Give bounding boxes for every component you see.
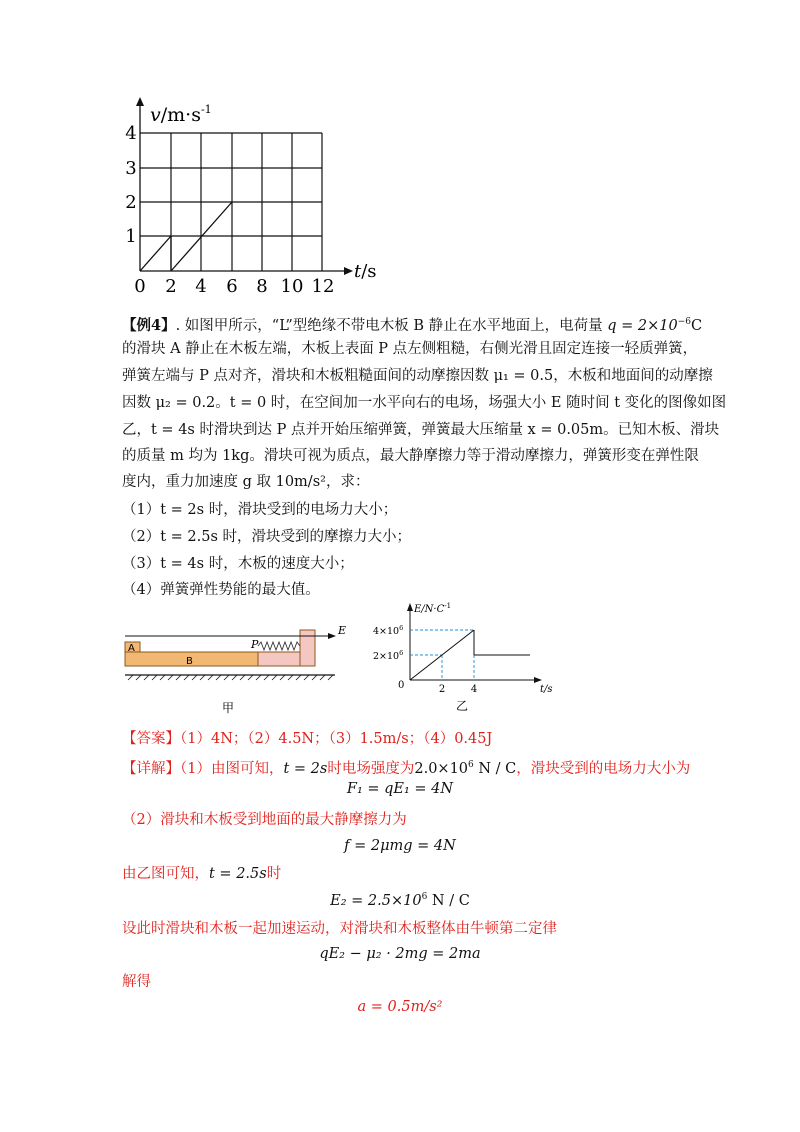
- solution-line-1: 【详解】（1）由图可知，t = 2s时电场强度为$2.0\times 10^6$ N / C，滑块受到的电场力大小为: [122, 760, 691, 777]
- solution-line-2: （2）滑块和木板受到地面的最大静摩擦力为: [122, 812, 407, 828]
- vt-ytick: 1: [125, 226, 137, 247]
- solution-tag: 【详解】: [122, 760, 180, 777]
- problem-text: . 如图甲所示，“L”型绝缘不带电木板 B 静止在水平地面上，电荷量: [175, 317, 603, 334]
- problem-tag: 【例4】: [122, 316, 176, 334]
- vt-xtick: 2: [165, 276, 177, 295]
- vt-xtick: 6: [226, 276, 238, 295]
- answer-line: [122, 729, 492, 749]
- equation-1: F₁ = qE₁ = 4N: [346, 781, 454, 797]
- label-b: B: [186, 656, 193, 667]
- caption-jia: 甲: [221, 701, 235, 715]
- equation-3: $E_2 = 2.5\times 10^6$ N / C: [330, 892, 470, 909]
- ground-hatch: [128, 675, 333, 680]
- e-field-arrow: [328, 633, 336, 639]
- label-a: A: [128, 643, 135, 654]
- yi-xtick-2: 2: [438, 684, 446, 695]
- problem-line-7: 度内，重力加速度 g 取 10m/s²，求：: [122, 474, 370, 490]
- problem-line-3: 弹簧左端与 P 点对齐，滑块和木板粗糙面间的动摩擦因数 μ₁ = 0.5，木板和地面间的动摩擦: [122, 368, 713, 384]
- yi-ylabel: $E/N\cdot C^{-1}$: [414, 602, 452, 615]
- board-b-wall: [300, 630, 315, 666]
- label-e: E: [338, 624, 347, 637]
- problem-line-2: 的滑块 A 静止在木板左端，木板上表面 P 点左侧粗糙，右侧光滑且固定连接一轻质弹簧，: [122, 341, 698, 357]
- question-3: （3）t = 4s 时，木板的速度大小；: [122, 556, 354, 572]
- solution-line-5: 解得: [122, 974, 151, 990]
- answer-tag: 【答案】: [122, 731, 180, 747]
- vt-chart: [120, 95, 390, 295]
- problem-line-5: 乙，t = 4s 时滑块到达 P 点并开始压缩弹簧，弹簧最大压缩量 x = 0.05m。已知木板、滑块: [122, 422, 720, 438]
- figure-yi: [365, 600, 565, 712]
- equation-4: qE₂ − μ₂ · 2mg = 2ma: [319, 946, 481, 962]
- vt-ytick: 4: [125, 123, 137, 144]
- answer-text: （1）4N；（2）4.5N；（3）1.5m/s；（4）0.45J: [180, 731, 493, 747]
- solution-line-3: 由乙图可知，t = 2.5s时: [122, 866, 282, 882]
- yi-tick-4e6: $4\times 10^6$: [373, 624, 404, 637]
- charge-expr: $q = 2\times 10^{-6}C$: [607, 317, 703, 334]
- vt-grid: [140, 133, 322, 271]
- vt-ytick: 3: [125, 158, 137, 179]
- vt-y-arrow: [136, 97, 144, 106]
- question-1: （1）t = 2s 时，滑块受到的电场力大小；: [122, 502, 398, 518]
- question-2: （2）t = 2.5s 时，滑块受到的摩擦力大小；: [122, 529, 412, 545]
- vt-ytick: 2: [125, 192, 137, 213]
- caption-yi: 乙: [455, 699, 469, 712]
- label-p: P: [251, 638, 259, 651]
- yi-origin: 0: [398, 680, 405, 691]
- vt-xtick: 10: [280, 276, 304, 295]
- solution-line-4: 设此时滑块和木板一起加速运动，对滑块和木板整体由牛顿第二定律: [122, 921, 557, 937]
- vt-x-arrow: [344, 267, 353, 275]
- yi-xtick-4: 4: [470, 684, 478, 695]
- problem-line-6: 的质量 m 均为 1kg。滑块可视为质点，最大静摩擦力等于滑动摩擦力，弹簧形变在弹性限: [122, 448, 699, 464]
- vt-xtick: 8: [256, 276, 268, 295]
- yi-x-arrow: [534, 677, 542, 683]
- vt-xlabel: t/s: [354, 261, 377, 282]
- yi-y-arrow: [407, 603, 413, 611]
- yi-tick-2e6: $2\times 10^6$: [373, 649, 404, 662]
- figure-jia: [120, 618, 350, 720]
- vt-xtick: 0: [134, 276, 146, 295]
- equation-2: f = 2μmg = 4N: [344, 838, 456, 854]
- vt-xtick: 4: [195, 276, 207, 295]
- problem-line-4: 因数 μ₂ = 0.2。t = 0 时，在空间加一水平向右的电场，场强大小 E 随时间 t 变化的图像如图: [122, 395, 727, 411]
- equation-5: a = 0.5m/s²: [357, 999, 443, 1015]
- vt-ylabel: $v/m\cdot s^{-1}$: [150, 103, 212, 126]
- spring: [258, 642, 300, 650]
- yi-xlabel: t/s: [540, 684, 553, 695]
- problem-line-1: [122, 312, 702, 336]
- vt-xtick: 12: [311, 276, 335, 295]
- e1-value: $2.0\times 10^6$ N / C: [414, 760, 517, 777]
- question-4: （4）弹簧弹性势能的最大值。: [122, 582, 320, 598]
- board-b-smooth: [258, 652, 306, 666]
